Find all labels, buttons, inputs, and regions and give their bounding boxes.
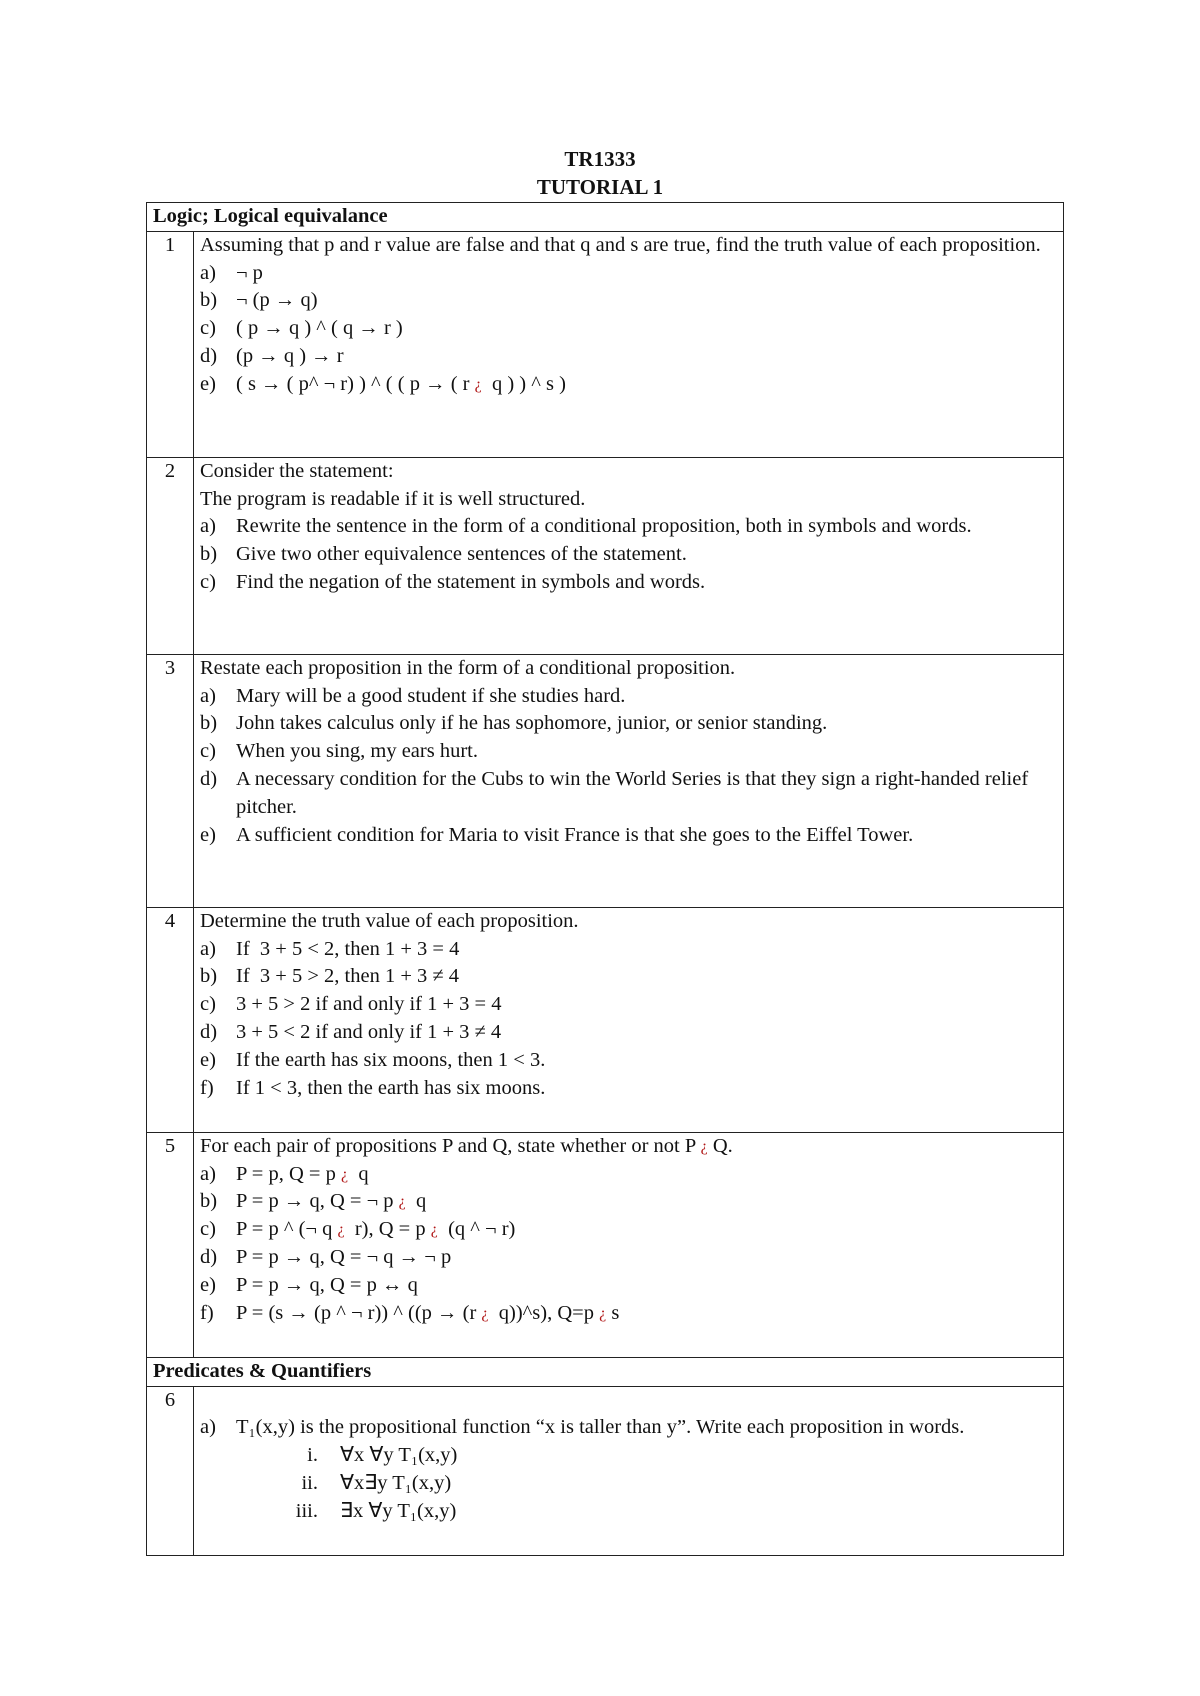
item-label: ii. [301,1471,318,1494]
list-item [200,513,1057,541]
list-item [200,1272,1057,1300]
item-text: 3 + 5 > 2 if and only if 1 + 3 = 4 [236,993,502,1016]
item-text: r), Q = p [344,1218,431,1241]
item-label: e) [200,1273,216,1296]
list-item [200,1075,1057,1103]
list-item [200,371,1057,399]
list-item [200,1019,1057,1047]
item-text: (p → q ) → r [236,344,344,367]
item-text: 3 + 5 < 2 if and only if 1 + 3 ≠ 4 [236,1020,502,1043]
item-label: d) [200,344,218,367]
question-number: 5 [147,1132,194,1357]
item-label: d) [200,1245,218,1268]
list-item [200,1498,1057,1526]
item-text: If the earth has six moons, then 1 < 3. [236,1048,546,1071]
question-number: 3 [147,654,194,907]
item-label: b) [200,543,218,566]
item-text: q [348,1162,369,1185]
item-text: A sufficient condition for Maria to visit France is that she goes to the Eiffel Tower. [236,823,914,846]
item-text: (q ^ ¬ r) [437,1218,516,1241]
item-text: ( p → q ) ^ ( q → r ) [236,317,403,340]
item-text: s [606,1301,620,1324]
unknown-symbol: ¿ [700,1137,708,1155]
list-item [200,569,1057,597]
question-4 [147,907,1064,1132]
list-item [200,710,1057,738]
question-text: Consider the statement: [200,459,394,482]
question-number: 1 [147,231,194,457]
item-text: ∀x∃y T₁(x,y) [340,1471,452,1494]
item-text: If 3 + 5 > 2, then 1 + 3 ≠ 4 [236,965,460,988]
list-item [200,991,1057,1019]
unknown-symbol: ¿ [599,1304,607,1322]
item-label: c) [200,1218,216,1241]
unknown-symbol: ¿ [430,1221,438,1239]
item-label: a) [200,261,216,284]
list-item [200,315,1057,343]
statement: The program is readable if it is well structured. [200,487,586,510]
item-label: e) [200,1048,216,1071]
question-text: Restate each proposition in the form of a conditional proposition. [200,656,736,679]
list-item [200,287,1057,315]
item-text: P = p → q, Q = ¬ p [236,1190,399,1213]
item-text: Find the negation of the statement in symbols and words. [236,570,706,593]
list-item [200,541,1057,569]
list-item [200,683,1057,711]
list-item [200,1161,1057,1189]
question-number: 6 [147,1386,194,1555]
item-text: q [405,1190,427,1213]
item-label: a) [200,937,216,960]
list-item [200,260,1057,288]
item-text: P = p → q, Q = ¬ q → ¬ p [236,1245,452,1268]
tutorial-table [146,202,1064,1556]
item-text: P = p, Q = p [236,1162,341,1185]
item-label: i. [307,1444,318,1467]
item-text: ( s → ( p^ ¬ r) ) ^ ( ( p → ( r [236,372,475,395]
item-label: e) [200,823,216,846]
item-label: e) [200,372,216,395]
list-item [200,822,1057,850]
list-item [200,1244,1057,1272]
list-item [200,936,1057,964]
unknown-symbol: ¿ [340,1165,349,1183]
item-label: d) [200,1020,218,1043]
item-text: Mary will be a good student if she studies hard. [236,684,626,707]
unknown-symbol: ¿ [398,1193,406,1211]
item-label: c) [200,740,216,763]
question-number: 4 [147,907,194,1132]
list-item [200,1188,1057,1216]
item-text: If 1 < 3, then the earth has six moons. [236,1076,546,1099]
item-text: ∀x ∀y T₁(x,y) [340,1444,458,1467]
item-text: Give two other equivalence sentences of the statement. [236,543,687,566]
list-item [200,1047,1057,1075]
question-text: For each pair of propositions P and Q, state whether or not P ¿ Q. [200,1134,733,1157]
item-text: When you sing, my ears hurt. [236,740,478,763]
item-label: c) [200,570,216,593]
item-label: c) [200,317,216,340]
list-item: a) T₁(x,y) is the propositional function “x is taller than y”. Write each proposition in words. [200,1416,965,1439]
question-6 [147,1386,1064,1555]
page-title: TUTORIAL 1 [536,175,664,199]
item-label: iii. [295,1499,318,1522]
list-item [200,766,1057,822]
item-label: a) [200,1162,216,1185]
item-text: John takes calculus only if he has sophomore, junior, or senior standing. [236,712,828,735]
question-2 [147,457,1064,654]
list-item [200,738,1057,766]
question-3 [147,654,1064,907]
item-text: A necessary condition for the Cubs to win the World Series is that they sign a right-handed relief pitcher. [236,767,1034,818]
item-label: b) [200,712,218,735]
item-label: a) [200,515,216,538]
list-item [200,1442,1057,1470]
item-label: a) [200,684,216,707]
item-text: ∃x ∀y T₁(x,y) [340,1499,457,1522]
unknown-symbol: ¿ [474,375,482,393]
item-text: q ) ) ^ s ) [481,372,566,395]
item-text: ¬ p [236,261,263,284]
item-text: q))^s), Q=p [488,1301,600,1324]
item-text: P = p ^ (¬ q [236,1218,338,1241]
list-item [200,963,1057,991]
list-item [200,1216,1057,1244]
item-text: ¬ (p → q) [236,289,318,312]
course-code: TR1333 [564,147,636,171]
list-item [200,1300,1057,1328]
item-label: d) [200,767,218,790]
question-number: 2 [147,457,194,654]
item-label: f) [200,1301,214,1324]
section-predicates: Predicates & Quantifiers [147,1357,1064,1386]
question-text: Determine the truth value of each proposition. [200,909,579,932]
item-label: b) [200,289,218,312]
question-1 [147,231,1064,457]
item-label: c) [200,993,216,1016]
unknown-symbol: ¿ [337,1221,345,1239]
question-5 [147,1132,1064,1357]
unknown-symbol: ¿ [481,1304,489,1322]
list-item [200,1470,1057,1498]
item-text: P = p → q, Q = p ↔ q [236,1273,418,1296]
question-text: Assuming that p and r value are false and that q and s are true, find the truth value of each proposition. [200,233,1041,256]
item-text: Rewrite the sentence in the form of a conditional proposition, both in symbols and words. [236,515,972,538]
item-text: If 3 + 5 < 2, then 1 + 3 = 4 [236,937,460,960]
item-label: b) [200,1190,218,1213]
item-label: f) [200,1076,214,1099]
item-text: P = (s → (p ^ ¬ r)) ^ ((p → (r [236,1301,482,1324]
list-item [200,343,1057,371]
item-label: b) [200,965,218,988]
section-logic: Logic; Logical equivalance [147,203,1064,232]
